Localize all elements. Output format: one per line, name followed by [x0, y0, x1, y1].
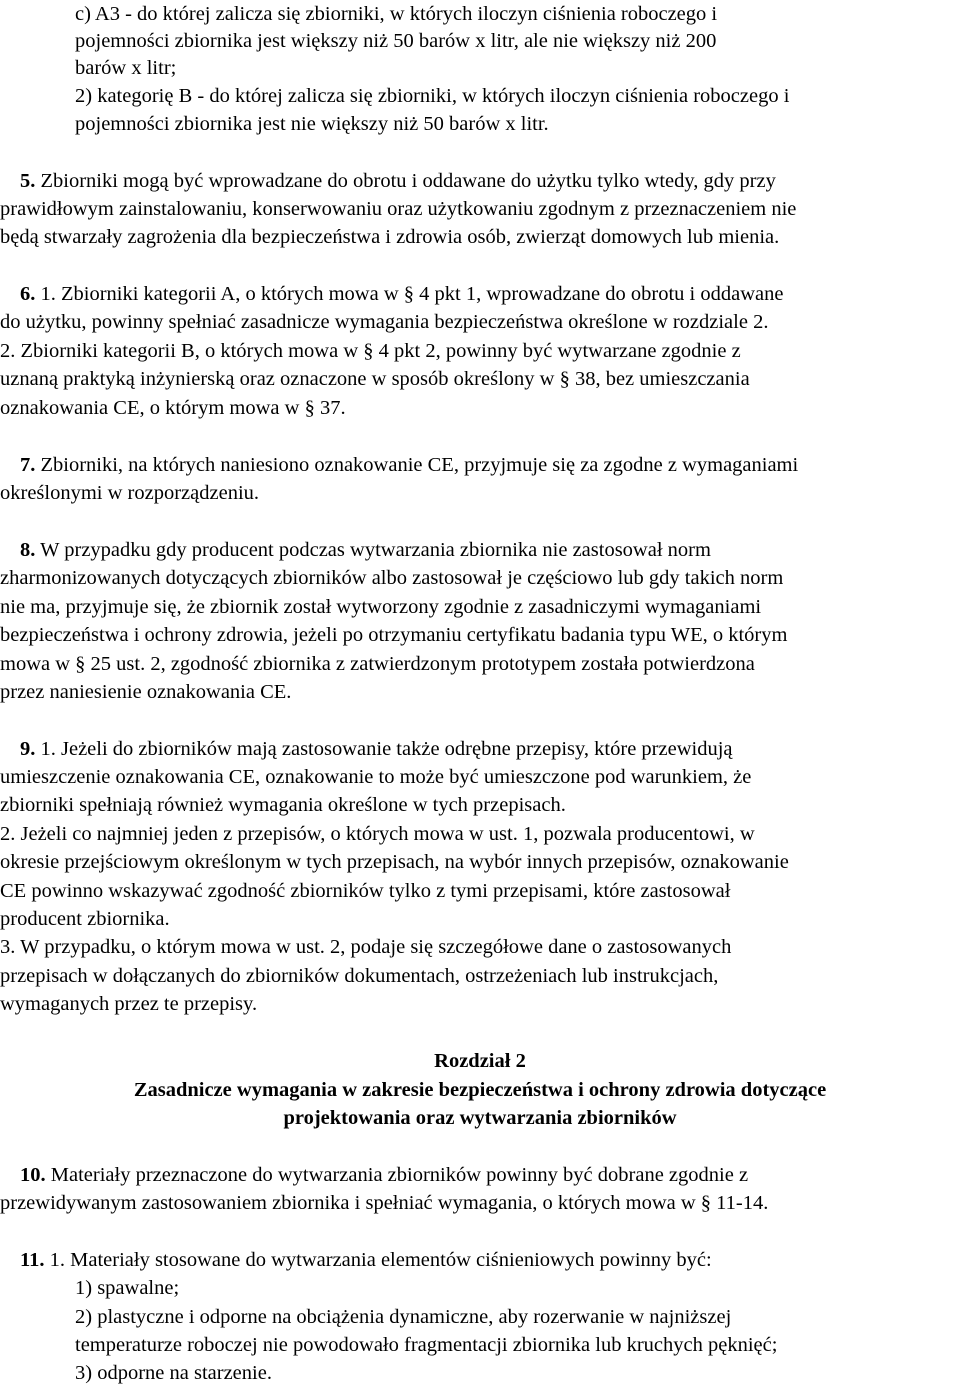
section-10-first-line — [20, 1161, 748, 1189]
intro-line: 2) kategorię B - do której zalicza się zbiorniki, w których iloczyn ciśnienia roboczego i — [75, 85, 790, 107]
section-line: przewidywanym zastosowaniem zbiornika i spełniać wymagania, o których mowa w § 11-14. — [0, 1192, 769, 1214]
chapter-subtitle: Zasadnicze wymagania w zakresie bezpieczeństwa i ochrony zdrowia dotyczące — [133, 1079, 827, 1101]
section-line: producent zbiornika. — [0, 908, 170, 930]
section-line: do użytku, powinny spełniać zasadnicze wymagania bezpieczeństwa określone w rozdziale 2. — [0, 311, 769, 333]
list-item: 1) spawalne; — [75, 1277, 180, 1299]
section-number: 8. — [20, 539, 36, 561]
list-item: 3) odporne na starzenie. — [75, 1362, 272, 1384]
intro-line: barów x litr; — [75, 57, 177, 79]
list-item: temperaturze roboczej nie powodowało fragmentacji zbiornika lub kruchych pęknięć; — [75, 1334, 778, 1356]
section-line: przez naniesienie oznakowania CE. — [0, 681, 292, 703]
section-number: 10. — [20, 1164, 46, 1186]
section-number: 6. — [20, 283, 36, 305]
section-9-first-line — [20, 735, 733, 763]
section-line: prawidłowym zainstalowaniu, konserwowaniu oraz użytkowaniu zgodnym z przeznaczeniem nie — [0, 198, 797, 220]
chapter-title: Rozdział 2 — [434, 1050, 526, 1072]
list-item: 2) plastyczne i odporne na obciążenia dynamiczne, aby rozerwanie w najniższej — [75, 1306, 732, 1328]
section-line: CE powinno wskazywać zgodność zbiorników tylko z tymi przepisami, które zastosował — [0, 880, 731, 902]
section-11-first-line — [20, 1246, 712, 1274]
section-line: mowa w § 25 ust. 2, zgodność zbiornika z zatwierdzonym prototypem została potwierdzona — [0, 653, 755, 675]
section-line: uznaną praktyką inżynierską oraz oznaczone w sposób określony w § 38, bez umieszczania — [0, 368, 750, 390]
section-number: 7. — [20, 454, 36, 476]
section-line: przepisach w dołączanych do zbiorników dokumentach, ostrzeżeniach lub instrukcjach, — [0, 965, 719, 987]
section-line: oznakowania CE, o którym mowa w § 37. — [0, 397, 346, 419]
chapter-subtitle: projektowania oraz wytwarzania zbiorników — [283, 1107, 677, 1129]
intro-line: c) A3 - do której zalicza się zbiorniki, w których iloczyn ciśnienia roboczego i — [75, 3, 718, 25]
section-line: umieszczenie oznakowania CE, oznakowanie to może być umieszczone pod warunkiem, że — [0, 766, 752, 788]
section-line: będą stwarzały zagrożenia dla bezpieczeństwa i zdrowia osób, zwierząt domowych lub mienia. — [0, 226, 780, 248]
section-5-first-line — [20, 167, 776, 195]
section-text: 1. Jeżeli do zbiorników mają zastosowanie także odrębne przepisy, które przewidują — [40, 738, 733, 760]
section-line: 3. W przypadku, o którym mowa w ust. 2, podaje się szczegółowe dane o zastosowanych — [0, 936, 732, 958]
section-line: zbiorniki spełniają również wymagania określone w tych przepisach. — [0, 794, 566, 816]
section-line: okresie przejściowym określonym w tych przepisach, na wybór innych przepisów, oznakowanie — [0, 851, 789, 873]
section-text: Zbiorniki mogą być wprowadzane do obrotu i oddawane do użytku tylko wtedy, gdy przy — [40, 170, 776, 192]
section-line: wymaganych przez te przepisy. — [0, 993, 258, 1015]
section-line: bezpieczeństwa i ochrony zdrowia, jeżeli po otrzymaniu certyfikatu badania typu WE, o którym — [0, 624, 788, 646]
section-line: określonymi w rozporządzeniu. — [0, 482, 260, 504]
section-7-first-line — [20, 451, 798, 479]
section-text: 1. Zbiorniki kategorii A, o których mowa w § 4 pkt 1, wprowadzane do obrotu i oddawane — [40, 283, 784, 305]
section-6-first-line — [20, 280, 783, 308]
section-text: 1. Materiały stosowane do wytwarzania elementów ciśnieniowych powinny być: — [49, 1249, 712, 1271]
section-number: 5. — [20, 170, 36, 192]
section-text: W przypadku gdy producent podczas wytwarzania zbiornika nie zastosował norm — [40, 539, 711, 561]
intro-line: pojemności zbiornika jest większy niż 50 barów x litr, ale nie większy niż 200 — [75, 30, 717, 52]
section-text: Zbiorniki, na których naniesiono oznakowanie CE, przyjmuje się za zgodne z wymaganiami — [40, 454, 799, 476]
section-line: 2. Jeżeli co najmniej jeden z przepisów, o których mowa w ust. 1, pozwala producentowi, w — [0, 823, 755, 845]
section-line: 2. Zbiorniki kategorii B, o których mowa w § 4 pkt 2, powinny być wytwarzane zgodnie z — [0, 340, 741, 362]
intro-line: pojemności zbiornika jest nie większy niż 50 barów x litr. — [75, 113, 549, 135]
section-text: Materiały przeznaczone do wytwarzania zbiorników powinny być dobrane zgodnie z — [50, 1164, 749, 1186]
section-number: 11. — [20, 1249, 45, 1271]
section-8-first-line — [20, 536, 711, 564]
section-number: 9. — [20, 738, 36, 760]
section-line: zharmonizowanych dotyczących zbiorników albo zastosował je częściowo lub gdy takich norm — [0, 567, 784, 589]
section-line: nie ma, przyjmuje się, że zbiornik został wytworzony zgodnie z zasadniczymi wymaganiami — [0, 596, 762, 618]
